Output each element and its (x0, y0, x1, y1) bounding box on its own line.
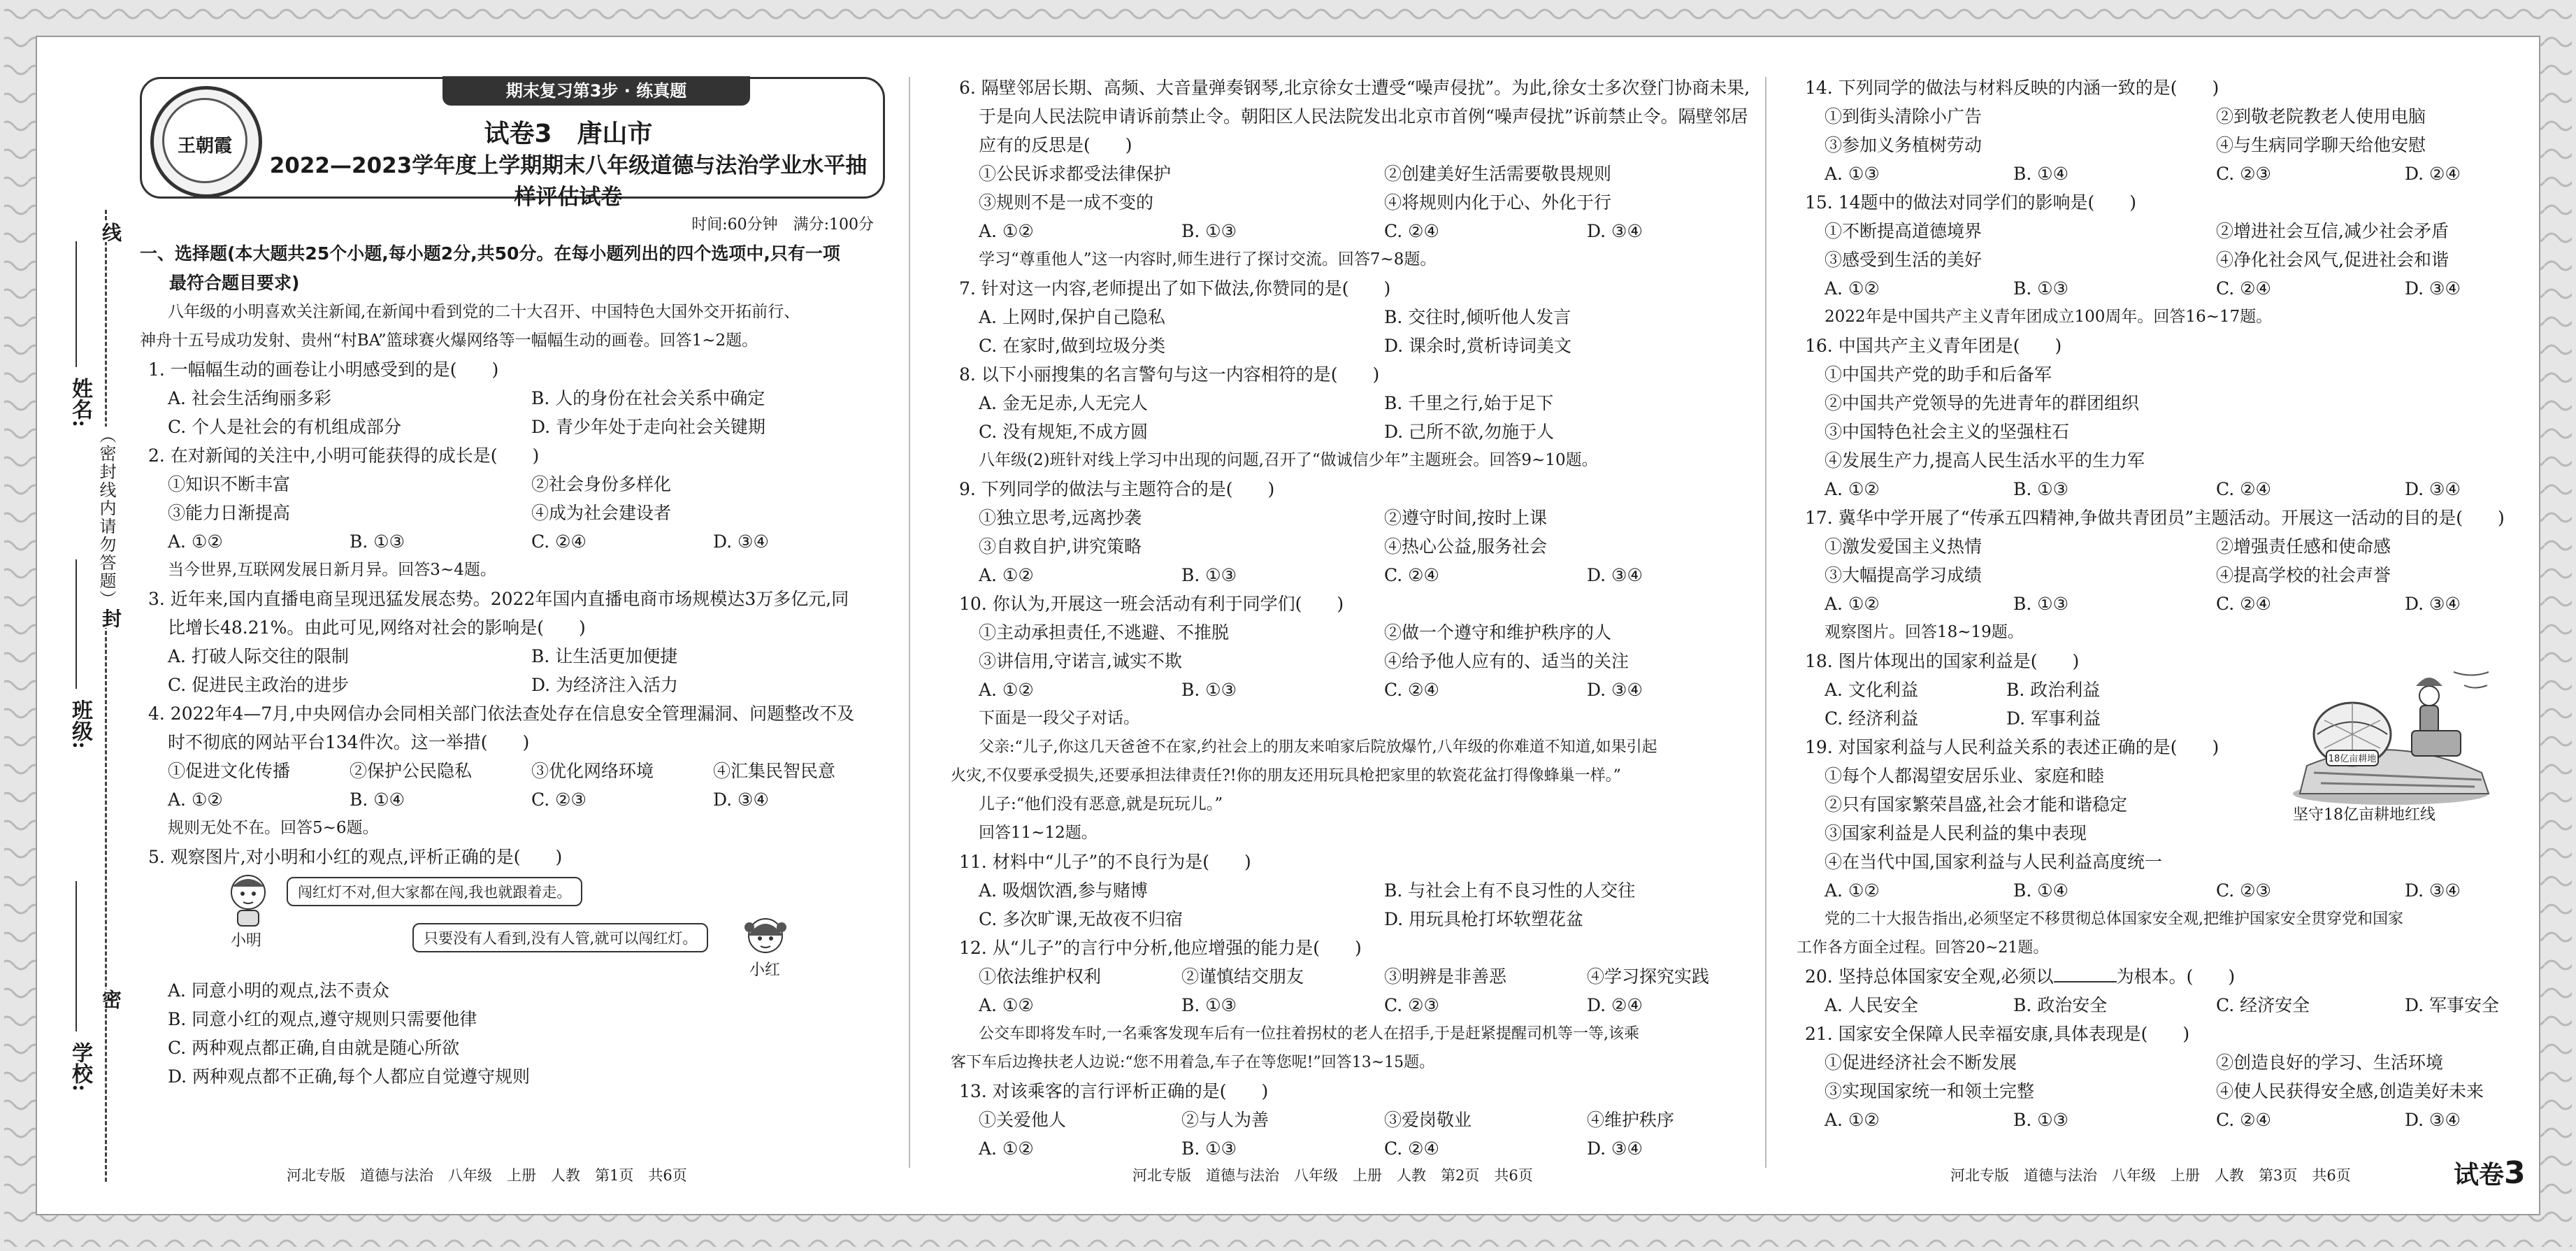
option[interactable]: B. ①④ (350, 789, 405, 810)
option[interactable]: C. ②③ (2216, 164, 2271, 184)
option[interactable]: C. ②③ (2216, 880, 2271, 901)
option[interactable]: D. ②④ (2405, 164, 2461, 184)
statement: ②与人为善 (1181, 1110, 1269, 1130)
statement: ①公民诉求都受法律保护 (979, 164, 1172, 184)
class-label: 班级: (68, 699, 92, 750)
statement: ④发展生产力,提高人民生活水平的生力军 (1825, 450, 2145, 471)
statement: ①依法维护权利 (979, 966, 1102, 987)
option[interactable]: A. ①② (1825, 594, 1880, 614)
binding-mark-secret: 密 (96, 989, 124, 1009)
option[interactable]: C. 多次旷课,无故夜不归宿 (979, 909, 1183, 929)
option[interactable]: D. 军事利益 (2006, 708, 2101, 729)
option[interactable]: C. ②④ (2216, 594, 2271, 614)
statement: ④学习探究实践 (1587, 966, 1710, 987)
statement: ④在当代中国,国家利益与人民利益高度统一 (1825, 852, 2162, 872)
option[interactable]: D. ③④ (1587, 221, 1643, 241)
option[interactable]: A. ①② (168, 531, 223, 552)
kid-label-xiaohong: 小红 (749, 962, 781, 979)
statement: ①主动承担责任,不逃避、不推脱 (979, 622, 1229, 643)
statement: ①知识不断丰富 (168, 474, 291, 494)
option[interactable]: B. 交往时,倾听他人发言 (1384, 307, 1571, 327)
exam-number-tag (2454, 1155, 2526, 1191)
question-3-cont: 比增长48.21%。由此可见,网络对社会的影响是( ) (168, 617, 586, 638)
statement: ①促进经济社会不断发展 (1825, 1052, 2017, 1073)
intro-text: 规则无处不在。回答5~6题。 (168, 819, 379, 837)
question-7: 7. 针对这一内容,老师提出了如下做法,你赞同的是( ) (959, 278, 1391, 299)
binding-mark-seal: 封 (96, 608, 124, 628)
question-2: 2. 在对新闻的关注中,小明可能获得的成长是( ) (148, 445, 540, 466)
option[interactable]: D. 为经济注入活力 (531, 675, 679, 695)
page-column-2 (951, 73, 1750, 1163)
option[interactable]: D. 军事安全 (2405, 995, 2500, 1015)
option[interactable]: B. ①③ (1181, 680, 1237, 700)
statement: ②创造良好的学习、生活环境 (2216, 1052, 2444, 1073)
statement: ③优化网络环境 (531, 761, 654, 781)
statement: ①激发爱国主义热情 (1825, 536, 1983, 557)
option[interactable]: A. ①② (1825, 1110, 1880, 1130)
exam-tag-number: 3 (2504, 1155, 2526, 1191)
question-18: 18. 图片体现出的国家利益是( ) (1805, 651, 2080, 671)
statement: ②增强责任感和使命感 (2216, 536, 2391, 557)
option[interactable]: B. ①④ (2013, 880, 2069, 901)
statement: ①中国共产党的助手和后备军 (1825, 364, 2052, 385)
question-10: 10. 你认为,开展这一班会活动有利于同学们( ) (959, 594, 1344, 614)
statement: ②遵守时间,按时上课 (1384, 508, 1547, 528)
option[interactable]: B. ①③ (1181, 565, 1237, 585)
option[interactable]: B. 政治安全 (2013, 995, 2108, 1015)
question-1: 1. 一幅幅生动的画卷让小明感受到的是( ) (148, 359, 499, 380)
statement: ②只有国家繁荣昌盛,社会才能和谐稳定 (1825, 794, 2127, 815)
statement: ③参加义务植树劳动 (1825, 135, 1983, 155)
step-tag: 期末复习第3步 · 练真题 (442, 76, 750, 106)
option[interactable]: C. ②④ (1384, 221, 1439, 241)
option[interactable]: D. 己所不欲,勿施于人 (1384, 422, 1554, 442)
intro-text: 八年级的小明喜欢关注新闻,在新闻中看到党的二十大召开、中国特色大国外交开拓前行、 (168, 303, 800, 321)
intro-text: 工作各方面全过程。回答20~21题。 (1797, 939, 2049, 957)
intro-text: 下面是一段父子对话。 (979, 709, 1139, 727)
boy-xiaoming-icon (224, 871, 273, 927)
question-3: 3. 近年来,国内直播电商呈现迅猛发展态势。2022年国内直播电商市场规模达3万多亿元,同 (148, 589, 849, 609)
statement: ④净化社会风气,促进社会和谐 (2216, 250, 2449, 270)
column-divider (1765, 77, 1766, 1168)
option[interactable]: B. 人的身份在社会关系中确定 (531, 388, 765, 408)
logo-text: 王朝霞 (177, 136, 232, 157)
question-8: 8. 以下小丽搜集的名言警句与这一内容相符的是( ) (959, 364, 1380, 385)
intro-text: 学习“尊重他人”这一内容时,师生进行了探讨交流。回答7~8题。 (979, 250, 1437, 269)
option[interactable]: B. ①③ (1181, 1138, 1237, 1159)
statement: ③能力日渐提高 (168, 503, 291, 523)
option[interactable]: A. ①② (979, 995, 1034, 1015)
question-11: 11. 材料中“儿子”的不良行为是( ) (959, 852, 1251, 872)
statement: ④给予他人应有的、适当的关注 (1384, 651, 1629, 671)
option[interactable]: B. ①③ (2013, 1110, 2069, 1130)
question-15: 15. 14题中的做法对同学们的影响是( ) (1805, 192, 2137, 213)
option[interactable]: C. ②④ (1384, 565, 1439, 585)
option[interactable]: A. ①② (168, 789, 223, 810)
option[interactable]: B. ①③ (1181, 995, 1237, 1015)
statement: ④与生病同学聊天给他安慰 (2216, 135, 2426, 155)
statement: ②创建美好生活需要敬畏规则 (1384, 164, 1612, 184)
intro-text: 八年级(2)班针对线上学习中出现的问题,召开了“做诚信少年”主题班会。回答9~10题。 (979, 451, 1598, 469)
option[interactable]: A. 社会生活绚丽多彩 (168, 388, 331, 408)
statement: ②中国共产党领导的先进青年的群团组织 (1825, 393, 2140, 413)
option[interactable]: D. ③④ (2405, 1110, 2461, 1130)
option[interactable]: A. 吸烟饮酒,参与赌博 (979, 880, 1148, 901)
dialog-father: 父亲:“儿子,你这几天爸爸不在家,约社会上的朋友来咱家后院放爆竹,八年级的你难道不知道,如果引起 (979, 738, 1657, 756)
option[interactable]: C. ②④ (2216, 1110, 2271, 1130)
option[interactable]: A. 上网时,保护自己隐私 (979, 307, 1165, 327)
statement: ②谨慎结交朋友 (1181, 966, 1304, 987)
statement: ②保护公民隐私 (350, 761, 473, 781)
logo-seal-icon (162, 98, 247, 183)
option[interactable]: A. 文化利益 (1825, 680, 1918, 700)
option[interactable]: C. 两种观点都正确,自由就是随心所欲 (168, 1038, 460, 1058)
option[interactable]: B. 千里之行,始于足下 (1384, 393, 1554, 413)
option[interactable]: D. 青少年处于走向社会关键期 (531, 417, 766, 437)
statement: ④热心公益,服务社会 (1384, 536, 1547, 557)
option[interactable]: A. ①② (979, 565, 1034, 585)
time-info: 时间:60分钟 满分:100分 (691, 216, 874, 234)
statement: ④提高学校的社会声誉 (2216, 565, 2391, 585)
option[interactable]: B. 让生活更加便捷 (531, 646, 678, 666)
footer-page-1: 河北专版 道德与法治 八年级 上册 人教 第1页 共6页 (287, 1167, 687, 1184)
question-20-pre: 20. 坚持总体国家安全观,必须以 (1805, 966, 2054, 987)
brand-logo (150, 86, 262, 198)
option[interactable]: A. 同意小明的观点,法不责众 (168, 980, 389, 1001)
statement: ①关爱他人 (979, 1110, 1067, 1130)
footer-page-2: 河北专版 道德与法治 八年级 上册 人教 第2页 共6页 (1132, 1167, 1533, 1184)
statement: ①促进文化传播 (168, 761, 291, 781)
page-column-3 (1797, 73, 2517, 1134)
option[interactable]: D. ③④ (2405, 880, 2461, 901)
question-6-cont: 应有的反思是( ) (979, 135, 1132, 155)
option[interactable]: B. 同意小红的观点,遵守规则只需要他律 (168, 1009, 477, 1029)
question-14: 14. 下列同学的做法与材料反映的内涵一致的是( ) (1805, 78, 2219, 98)
option[interactable]: A. ①② (979, 1138, 1034, 1159)
intro-text: 回答11~12题。 (979, 824, 1098, 842)
statement: ③明辨是非善恶 (1384, 966, 1507, 987)
statement: ③大幅提高学习成绩 (1825, 565, 1983, 585)
question-17: 17. 冀华中学开展了“传承五四精神,争做共青团员”主题活动。开展这一活动的目的是( ) (1805, 508, 2505, 528)
option[interactable]: D. 用玩具枪打坏软塑花盆 (1384, 909, 1584, 929)
binding-mark-line: 线 (96, 222, 124, 242)
intro-text: 党的二十大报告指出,必须坚定不移贯彻总体国家安全观,把维护国家安全贯穿党和国家 (1825, 910, 2403, 928)
option[interactable]: C. 没有规矩,不成方圆 (979, 422, 1149, 442)
statement: ④维护秩序 (1587, 1110, 1675, 1130)
option[interactable]: C. 经济安全 (2216, 995, 2310, 1015)
binding-dashed-line (105, 210, 107, 1182)
speech-bubble-xiaoming: 闯红灯不对,但大家都在闯,我也就跟着走。 (287, 877, 582, 906)
statement: ②做一个遵守和维护秩序的人 (1384, 622, 1612, 643)
statement: ④使人民获得安全感,创造美好未来 (2216, 1081, 2484, 1101)
option[interactable]: A. ①② (1825, 278, 1880, 299)
option[interactable]: C. ②③ (531, 789, 587, 810)
question-13: 13. 对该乘客的言行评析正确的是( ) (959, 1081, 1269, 1101)
option[interactable]: C. 在家时,做到垃圾分类 (979, 336, 1166, 356)
exam-tag-word: 试卷 (2454, 1161, 2505, 1189)
option[interactable]: A. 金无足赤,人无完人 (979, 393, 1148, 413)
option[interactable]: D. ③④ (2405, 278, 2461, 299)
statement: ③自救自护,讲究策略 (979, 536, 1142, 557)
question-4: 4. 2022年4—7月,中央网信办会同相关部门依法查处存在信息安全管理漏洞、问题整改不及 (148, 703, 855, 724)
statement: ③感受到生活的美好 (1825, 250, 1983, 270)
statement: ③规则不是一成不变的 (979, 192, 1154, 213)
intro-text: 当今世界,互联网发展日新月异。回答3~4题。 (168, 561, 496, 579)
statement: ①每个人都渴望安居乐业、家庭和睦 (1825, 766, 2105, 786)
statement: ③讲信用,守诺言,诚实不欺 (979, 651, 1182, 671)
option[interactable]: B. 与社会上有不良习性的人交往 (1384, 880, 1636, 901)
option[interactable]: A. 人民安全 (1825, 995, 1918, 1015)
intro-text: 公交车即将发车时,一名乘客发现车后有一位拄着拐杖的老人在招手,于是赶紧提醒司机等一等,该乘 (979, 1025, 1639, 1043)
question-5: 5. 观察图片,对小明和小红的观点,评析正确的是( ) (148, 847, 563, 867)
intro-text: 客下车后边搀扶老人边说:“您不用着急,车子在等您呢!”回答13~15题。 (951, 1054, 1435, 1071)
option[interactable]: C. ②④ (2216, 479, 2271, 499)
question-9: 9. 下列同学的做法与主题符合的是( ) (959, 479, 1275, 499)
question-19: 19. 对国家利益与人民利益关系的表述正确的是( ) (1805, 737, 2219, 757)
dialog-son: 儿子:“他们没有恶意,就是玩玩儿。” (979, 795, 1223, 813)
school-label: 学校: (68, 1042, 92, 1092)
statement: ②增进社会互信,减少社会矛盾 (2216, 221, 2449, 241)
speech-bubble-xiaohong: 只要没有人看到,没有人管,就可以闯红灯。 (412, 923, 708, 952)
exam-subtitle: 2022—2023学年度上学期期末八年级道德与法治学业水平抽样评估试卷 (269, 153, 868, 210)
exam-title: 试卷3 唐山市 (484, 120, 653, 148)
option[interactable]: D. 两种观点都不正确,每个人都应自觉遵守规则 (168, 1066, 530, 1087)
option[interactable]: B. ①③ (2013, 594, 2069, 614)
option[interactable]: D. ③④ (2405, 594, 2461, 614)
option[interactable]: C. ②④ (1384, 1138, 1439, 1159)
option[interactable]: D. 课余时,赏析诗词美文 (1384, 336, 1571, 356)
option[interactable]: C. ②④ (1384, 680, 1439, 700)
option[interactable]: C. 个人是社会的有机组成部分 (168, 417, 402, 437)
statement: ④成为社会建设者 (531, 503, 672, 523)
statement: ④汇集民智民意 (713, 761, 836, 781)
figure-caption: 坚守18亿亩耕地红线 (2293, 806, 2435, 824)
option[interactable]: C. ②③ (1384, 995, 1439, 1015)
section-title-cont: 最符合题目要求) (169, 273, 300, 293)
figure-label: 18亿亩耕地 (2328, 754, 2377, 764)
statement: ①独立思考,远离抄袭 (979, 508, 1142, 528)
option[interactable]: C. 经济利益 (1825, 708, 1919, 729)
binding-note: （密封线内请勿答题） (94, 427, 119, 608)
option[interactable]: D. ③④ (1587, 565, 1643, 585)
question-20 (1797, 962, 2517, 991)
option[interactable]: A. ①② (979, 221, 1034, 241)
intro-text: 2022年是中国共产主义青年团成立100周年。回答16~17题。 (1825, 308, 2273, 326)
option[interactable]: B. ①④ (2013, 164, 2069, 184)
question-20-post: 为根本。( ) (2116, 966, 2236, 987)
intro-text: 神舟十五号成功发射、贵州“村BA”篮球赛火爆网络等一幅幅生动的画卷。回答1~2题。 (140, 331, 758, 350)
answer-blank[interactable] (2054, 981, 2117, 982)
statement: ③实现国家统一和领土完整 (1825, 1081, 2035, 1101)
name-field[interactable] (75, 241, 77, 367)
option[interactable]: B. ①③ (2013, 479, 2069, 499)
question-16: 16. 中国共产主义青年团是( ) (1805, 336, 2062, 356)
option[interactable]: A. ①② (1825, 880, 1880, 901)
option[interactable]: D. ②④ (1587, 995, 1643, 1015)
statement: ②到敬老院教老人使用电脑 (2216, 106, 2426, 127)
option[interactable]: D. ③④ (2405, 479, 2461, 499)
statement: ①不断提高道德境界 (1825, 221, 1983, 241)
question-6: 6. 隔壁邻居长期、高频、大音量弹奏钢琴,北京徐女士遭受“噪声侵扰”。为此,徐女士多次登门协商未果, (959, 78, 1750, 98)
option[interactable]: C. ②④ (531, 531, 587, 552)
option[interactable]: D. ③④ (713, 789, 769, 810)
page-column-1 (140, 77, 881, 1091)
question-6-cont: 于是向人民法院申请诉前禁止令。朝阳区人民法院发出北京市首例“噪声侵扰”诉前禁止令。隔壁邻居 (979, 106, 1748, 127)
intro-text: 观察图片。回答18~19题。 (1825, 623, 2024, 641)
question-21: 21. 国家安全保障人民幸福安康,具体表现是( ) (1805, 1024, 2190, 1044)
option[interactable]: C. 促进民主政治的进步 (168, 675, 350, 695)
farmland-redline-illustration (2286, 668, 2503, 808)
statement: ②社会身份多样化 (531, 474, 672, 494)
illustration-red-light (140, 871, 881, 979)
question-12: 12. 从“儿子”的言行中分析,他应增强的能力是( ) (959, 938, 1362, 958)
option[interactable]: A. ①② (979, 680, 1034, 700)
kid-label-xiaoming: 小明 (231, 932, 262, 950)
column-divider (909, 77, 910, 1168)
school-field[interactable] (75, 881, 77, 1031)
option[interactable]: D. ③④ (1587, 1138, 1643, 1159)
dialog-father-cont: 火灾,不仅要承受损失,还要承担法律责任?!你的朋友还用玩具枪把家里的软瓷花盆打得像蜂巢一样。” (951, 767, 1621, 785)
option[interactable]: B. ①③ (1181, 221, 1237, 241)
option[interactable]: C. ②④ (2216, 278, 2271, 299)
option[interactable]: A. ①② (1825, 479, 1880, 499)
name-label: 姓名: (68, 378, 92, 428)
statement: ③国家利益是人民利益的集中表现 (1825, 823, 2087, 843)
option[interactable]: A. ①③ (1825, 164, 1880, 184)
statement: ①到街头清除小广告 (1825, 106, 1983, 127)
section-title: 一、选择题(本大题共25个小题,每小题2分,共50分。在每小题列出的四个选项中,只有一项 (140, 243, 840, 264)
exam-header (140, 77, 885, 210)
option[interactable]: B. 政治利益 (2006, 680, 2101, 700)
option[interactable]: A. 打破人际交往的限制 (168, 646, 349, 666)
statement: ③爱岗敬业 (1384, 1110, 1472, 1130)
statement: ④将规则内化于心、外化于行 (1384, 192, 1612, 213)
class-field[interactable] (75, 559, 77, 689)
option[interactable]: B. ①③ (350, 531, 405, 552)
statement: ③中国特色社会主义的坚强柱石 (1825, 422, 2070, 442)
question-4-cont: 时不彻底的网站平台134件次。这一举措( ) (168, 732, 530, 752)
option[interactable]: D. ③④ (1587, 680, 1643, 700)
option[interactable]: B. ①③ (2013, 278, 2069, 299)
footer-page-3: 河北专版 道德与法治 八年级 上册 人教 第3页 共6页 (1950, 1167, 2351, 1184)
option[interactable]: D. ③④ (713, 531, 769, 552)
